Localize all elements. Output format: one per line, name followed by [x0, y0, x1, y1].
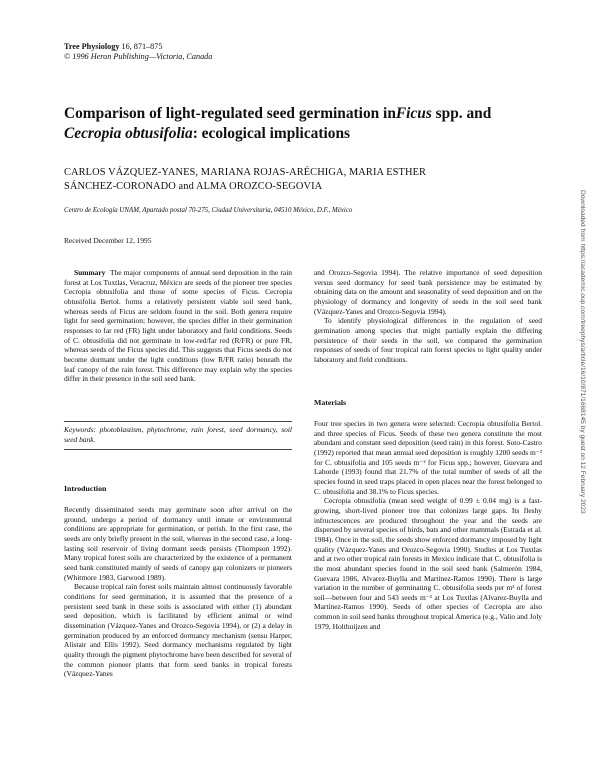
introduction-heading: Introduction — [64, 484, 107, 493]
keywords-rule-top — [64, 421, 292, 422]
right-paragraph-2: To identify physiological differences in the regulation of seed germination among species that might partially explain the differing persistence of their seeds in the soil, we compared the germination responses of seeds of four tropical rain forest species to light quality under laboratory and field conditions. — [314, 316, 542, 364]
received-date: Received December 12, 1995 — [64, 236, 152, 245]
introduction-body — [64, 505, 292, 679]
copyright-line: © 1996 Heron Publishing—Victoria, Canada — [64, 52, 213, 61]
journal-volume: 16, 871–875 — [121, 42, 163, 51]
right-paragraph-1: and Orozco-Segovia 1994). The relative importance of seed deposition versus seed dormancy for seed bank persistence may be estimated by obtaining data on the amount and seasonality of seed deposition and on the physiology of dormancy and longevity of seeds in the soil seed bank (Vázquez-Yanes and Orozco-Segovia 1994). — [314, 268, 542, 316]
summary-text: The major components of annual seed deposition in the rain forest at Los Tuxtlas, Veracruz, México are seeds of the pioneer tree species Cecropia obtusifolia and those of some species of Ficus. Cecropia obtusifolia Bertol. forms a relatively persistent viable soil seed bank, whereas seeds of Ficus are seldom found in the soil. Both genera require light for seed germination; however, the species differ in their germination responses to far red (FR) light under laboratory and field conditions. Seeds of C. obtusifolia did not germinate in low-red/far red (R/FR) or pure FR, whereas seeds of the Ficus species did. This suggests that Ficus seeds do not become dormant under the light conditions (low R/FR ratio) beneath the leaf canopy of the rain forest. This difference may explain why the species differ in their presence in the soil seed bank. — [64, 268, 292, 384]
summary-block — [64, 268, 292, 384]
title-part1: Comparison of light-regulated seed germination in — [64, 105, 396, 122]
keywords-label: Keywords: — [64, 425, 96, 434]
author-line-2: SÁNCHEZ-CORONADO and ALMA OROZCO-SEGOVIA — [64, 181, 323, 192]
keywords-rule-bottom — [64, 449, 292, 450]
author-list — [64, 166, 534, 194]
article-title — [64, 104, 534, 144]
download-side-note — [578, 190, 588, 610]
keywords-text: photoblastism, phytochrome, rain forest, seed dormancy, soil seed bank. — [64, 425, 293, 444]
summary-heading: Summary — [74, 268, 106, 277]
title-part2: spp. and — [431, 105, 492, 122]
keywords-block — [64, 425, 292, 444]
journal-name: Tree Physiology — [64, 42, 120, 51]
title-species: Cecropia obtusifolia — [64, 125, 193, 142]
intro-paragraph-1: Recently disseminated seeds may germinate soon after arrival on the ground, undergo a period of dormancy until innate or environmental conditions are appropriate for germination, or perish. In the first case, the seeds are only briefly present in the soil, whereas in the second case, a long-lasting soil reservoir of living dormant seeds persists (Thompson 1992). Many tropical forest soils are characterized by the existence of a permanent seed bank constituted mainly of seeds of canopy gap colonizers or pioneers (Whitmore 1983, Garwood 1989). — [64, 505, 292, 582]
right-column-intro — [314, 268, 542, 365]
affiliation: Centro de Ecología UNAM, Apartado postal 70-275, Ciudad Universitaria, 04510 México, D.F., México — [64, 207, 353, 214]
materials-body — [314, 419, 542, 631]
materials-heading: Materials — [314, 398, 347, 407]
journal-header — [64, 42, 212, 62]
download-side-text: Downloaded from https://academic.oup.com/treephys/article/16/10/871/1668145 by guest on 12 February 2023 — [579, 190, 586, 514]
title-genus: Ficus — [395, 105, 432, 122]
author-line-1: CARLOS VÁZQUEZ-YANES, MARIANA ROJAS-ARÉCHIGA, MARIA ESTHER — [64, 167, 427, 178]
title-part3: : ecological implications — [192, 125, 350, 142]
materials-paragraph-1: Four tree species in two genera were selected: Cecropia obtusifolia Bertol. and three species of Ficus. Seeds of these two genera constitute the most abundant and constant seed deposition (seed rain) in this forest. Soto-Castro (1992) reported that mean annual seed deposition is roughly 1200 seeds m⁻² for C. obtusifolia and 105 seeds m⁻² for Ficus spp.; however, Guevara and Laborde (1993) found that 21.7% of the total number of seeds of all the species found in seed traps placed in open places near the forest belonged to C. obtusifolia and 38.1% to Ficus species. — [314, 419, 542, 496]
materials-paragraph-2: Cecropia obtusifolia (mean seed weight of 0.99 ± 0.04 mg) is a fast-growing, short-lived pioneer tree that colonizes large gaps. Its fleshy infructescences are produced throughout the year and the seeds are dispersed by several species of birds, bats and other mammals (Estrada et al. 1984). Once in the soil, the seeds show enforced dormancy imposed by light quality (Vázquez-Yanes and Orozco-Segovia 1990). Studies at Los Tuxtlas and at two other tropical rain forests in Mexico indicate that C. obtusifolia is the most abundant species found in the soil seed bank (Salmerón 1984, Guevara 1986, Alvarez-Buylla and Martínez-Ramos 1990). There is large variation in the number of germinating C. obtusifolia seeds per m² of forest soil—between four and 543 seeds m⁻² at Los Tuxtlas (Alvarez-Buylla and Martínez-Ramos 1990). Seeds of other species of Cecropia are also common in soil seed banks throughout tropical America (e.g., Valio and Joly 1979, Holthuijzen and — [314, 496, 542, 631]
intro-paragraph-2: Because tropical rain forest soils maintain almost continuously favorable conditions for seed germination, it is assumed that the presence of a persistent seed bank in these soils is associated with either (1) abundant seed deposition, which is facilitated by efficient animal or wind dissemination (Vázquez-Yanes and Orozco-Segovia 1994), or (2) a delay in germination produced by an enforced dormancy mechanism (sensu Harper, Alistair and Ellis 1992). Seed dormancy mechanisms regulated by light quality through the pigment phytochrome have been described for several of the common pioneer plants that form seed banks in tropical forests (Vázquez-Yanes — [64, 582, 292, 679]
